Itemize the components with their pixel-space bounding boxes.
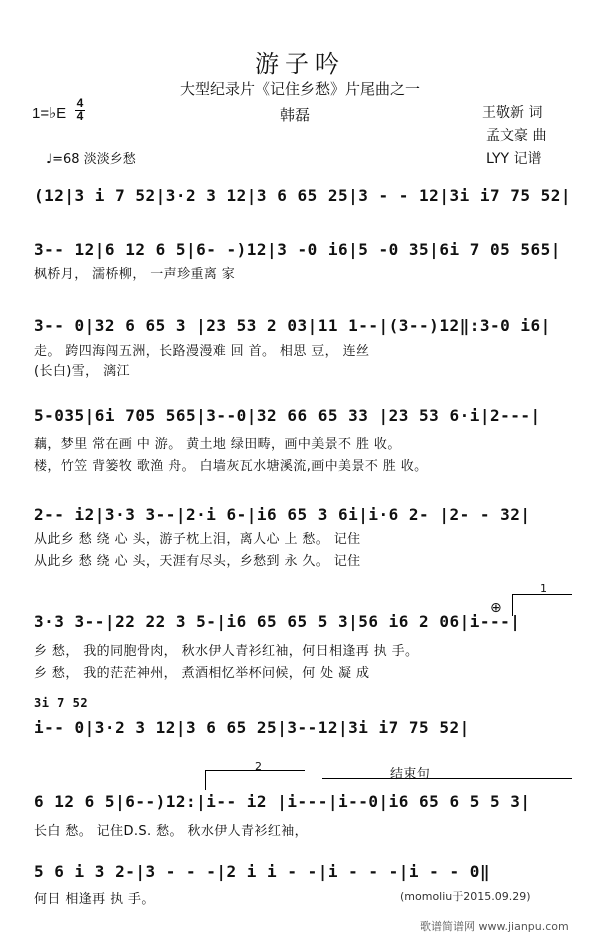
- score-row-8: 6 12 6 5|6--)12:|i-- i2 |i---|i--0|i6 65 6 5 5 3|: [34, 792, 531, 811]
- volta-2-label: 2: [255, 760, 262, 773]
- song-subtitle: 大型纪录片《记住乡愁》片尾曲之一: [179, 80, 420, 98]
- ending-label: 结束句: [390, 767, 431, 782]
- coda-sign-icon: ⊕: [490, 600, 502, 616]
- singer-name: 韩磊: [280, 106, 311, 124]
- key-signature: 1=♭E: [32, 105, 67, 122]
- score-row-5: 2-- i2|3·3 3--|2·i 6-|i6 65 3 6i|i·6 2- |2- - 32|: [34, 505, 531, 524]
- site-watermark: 歌谱简谱网 www.jianpu.com: [420, 920, 569, 933]
- composer-credit: 孟文豪 曲: [486, 128, 547, 144]
- volta-1-label: 1: [540, 582, 547, 595]
- score-row-7: i-- 0|3·2 3 12|3 6 65 25|3--12|3i i7 75 52|: [34, 718, 470, 737]
- score-row-1: (12|3 i 7 52|3·2 3 12|3 6 65 25|3 - - 12|3i i7 75 52|: [34, 186, 572, 205]
- score-row-4: 5-035|6i 705 565|3--0|32 66 65 33 |23 53 6·i|2---|: [34, 406, 541, 425]
- lyrics-row-6-verse-2: 乡 愁， 我的茫茫神州， 煮酒相忆举杯问候，何 处 凝 成: [34, 666, 370, 681]
- lyrics-row-3-verse-2: (长白)雪， 漓江: [34, 364, 130, 379]
- score-row-3: 3-- 0|32 6 65 3 |23 53 2 03|11 1--|(3--)12‖:3-0 i6|: [34, 316, 551, 335]
- lyrics-row-9-verse-1: 何日 相逢再 执 手。: [34, 892, 155, 907]
- score-row-2: 3-- 12|6 12 6 5|6- -)12|3 -0 i6|5 -0 35|6i 7 05 565|: [34, 240, 561, 259]
- lyrics-row-6-verse-1: 乡 愁， 我的同胞骨肉， 秋水伊人青衫红袖，何日相逢再 执 手。: [34, 644, 419, 659]
- score-row-6: 3·3 3--|22 22 3 5-|i6 65 65 5 3|56 i6 2 06|i---|: [34, 612, 521, 631]
- lyrics-row-5-verse-2: 从此乡 愁 绕 心 头，天涯有尽头，乡愁到 永 久。 记住: [34, 554, 361, 569]
- score-row-7-upper-notes: 3i 7 52: [34, 696, 89, 710]
- time-signature: [75, 98, 85, 122]
- lyrics-row-2-verse-1: 枫桥月， 濡桥柳， 一声珍重离 家: [34, 267, 236, 282]
- volta-2-bracket-side: [205, 770, 206, 790]
- lyrics-row-8-verse-1: 长白 愁。 记住D.S. 愁。 秋水伊人青衫红袖，: [34, 824, 309, 839]
- lyrics-row-4-verse-1: 藕，梦里 常在画 中 游。 黄土地 绿田畴，画中美景不 胜 收。: [34, 437, 401, 452]
- time-signature-top: 4: [76, 96, 84, 110]
- score-row-9: 5 6 i 3 2-|3 - - -|2 i i - -|i - - -|i - - 0‖: [34, 862, 490, 881]
- lyricist-credit: 王敬新 词: [482, 105, 543, 121]
- time-signature-bottom: 4: [76, 109, 84, 123]
- transcriber-credit: LYY 记谱: [486, 151, 542, 167]
- ending-bracket: [322, 778, 572, 779]
- lyrics-row-4-verse-2: 楼，竹笠 背篓牧 歌渔 舟。 白墙灰瓦水塘溪流,画中美景不 胜 收。: [34, 459, 428, 474]
- song-title: 游子吟: [255, 50, 345, 78]
- tempo-marking: ♩=68 淡淡乡愁: [46, 152, 136, 167]
- lyrics-row-5-verse-1: 从此乡 愁 绕 心 头，游子枕上泪，离人心 上 愁。 记住: [34, 532, 361, 547]
- lyrics-row-3-verse-1: 走。 跨四海闯五洲，长路漫漫难 回 首。 相思 豆， 连丝: [34, 344, 370, 359]
- transcription-signature: (momoliu于2015.09.29): [400, 890, 531, 903]
